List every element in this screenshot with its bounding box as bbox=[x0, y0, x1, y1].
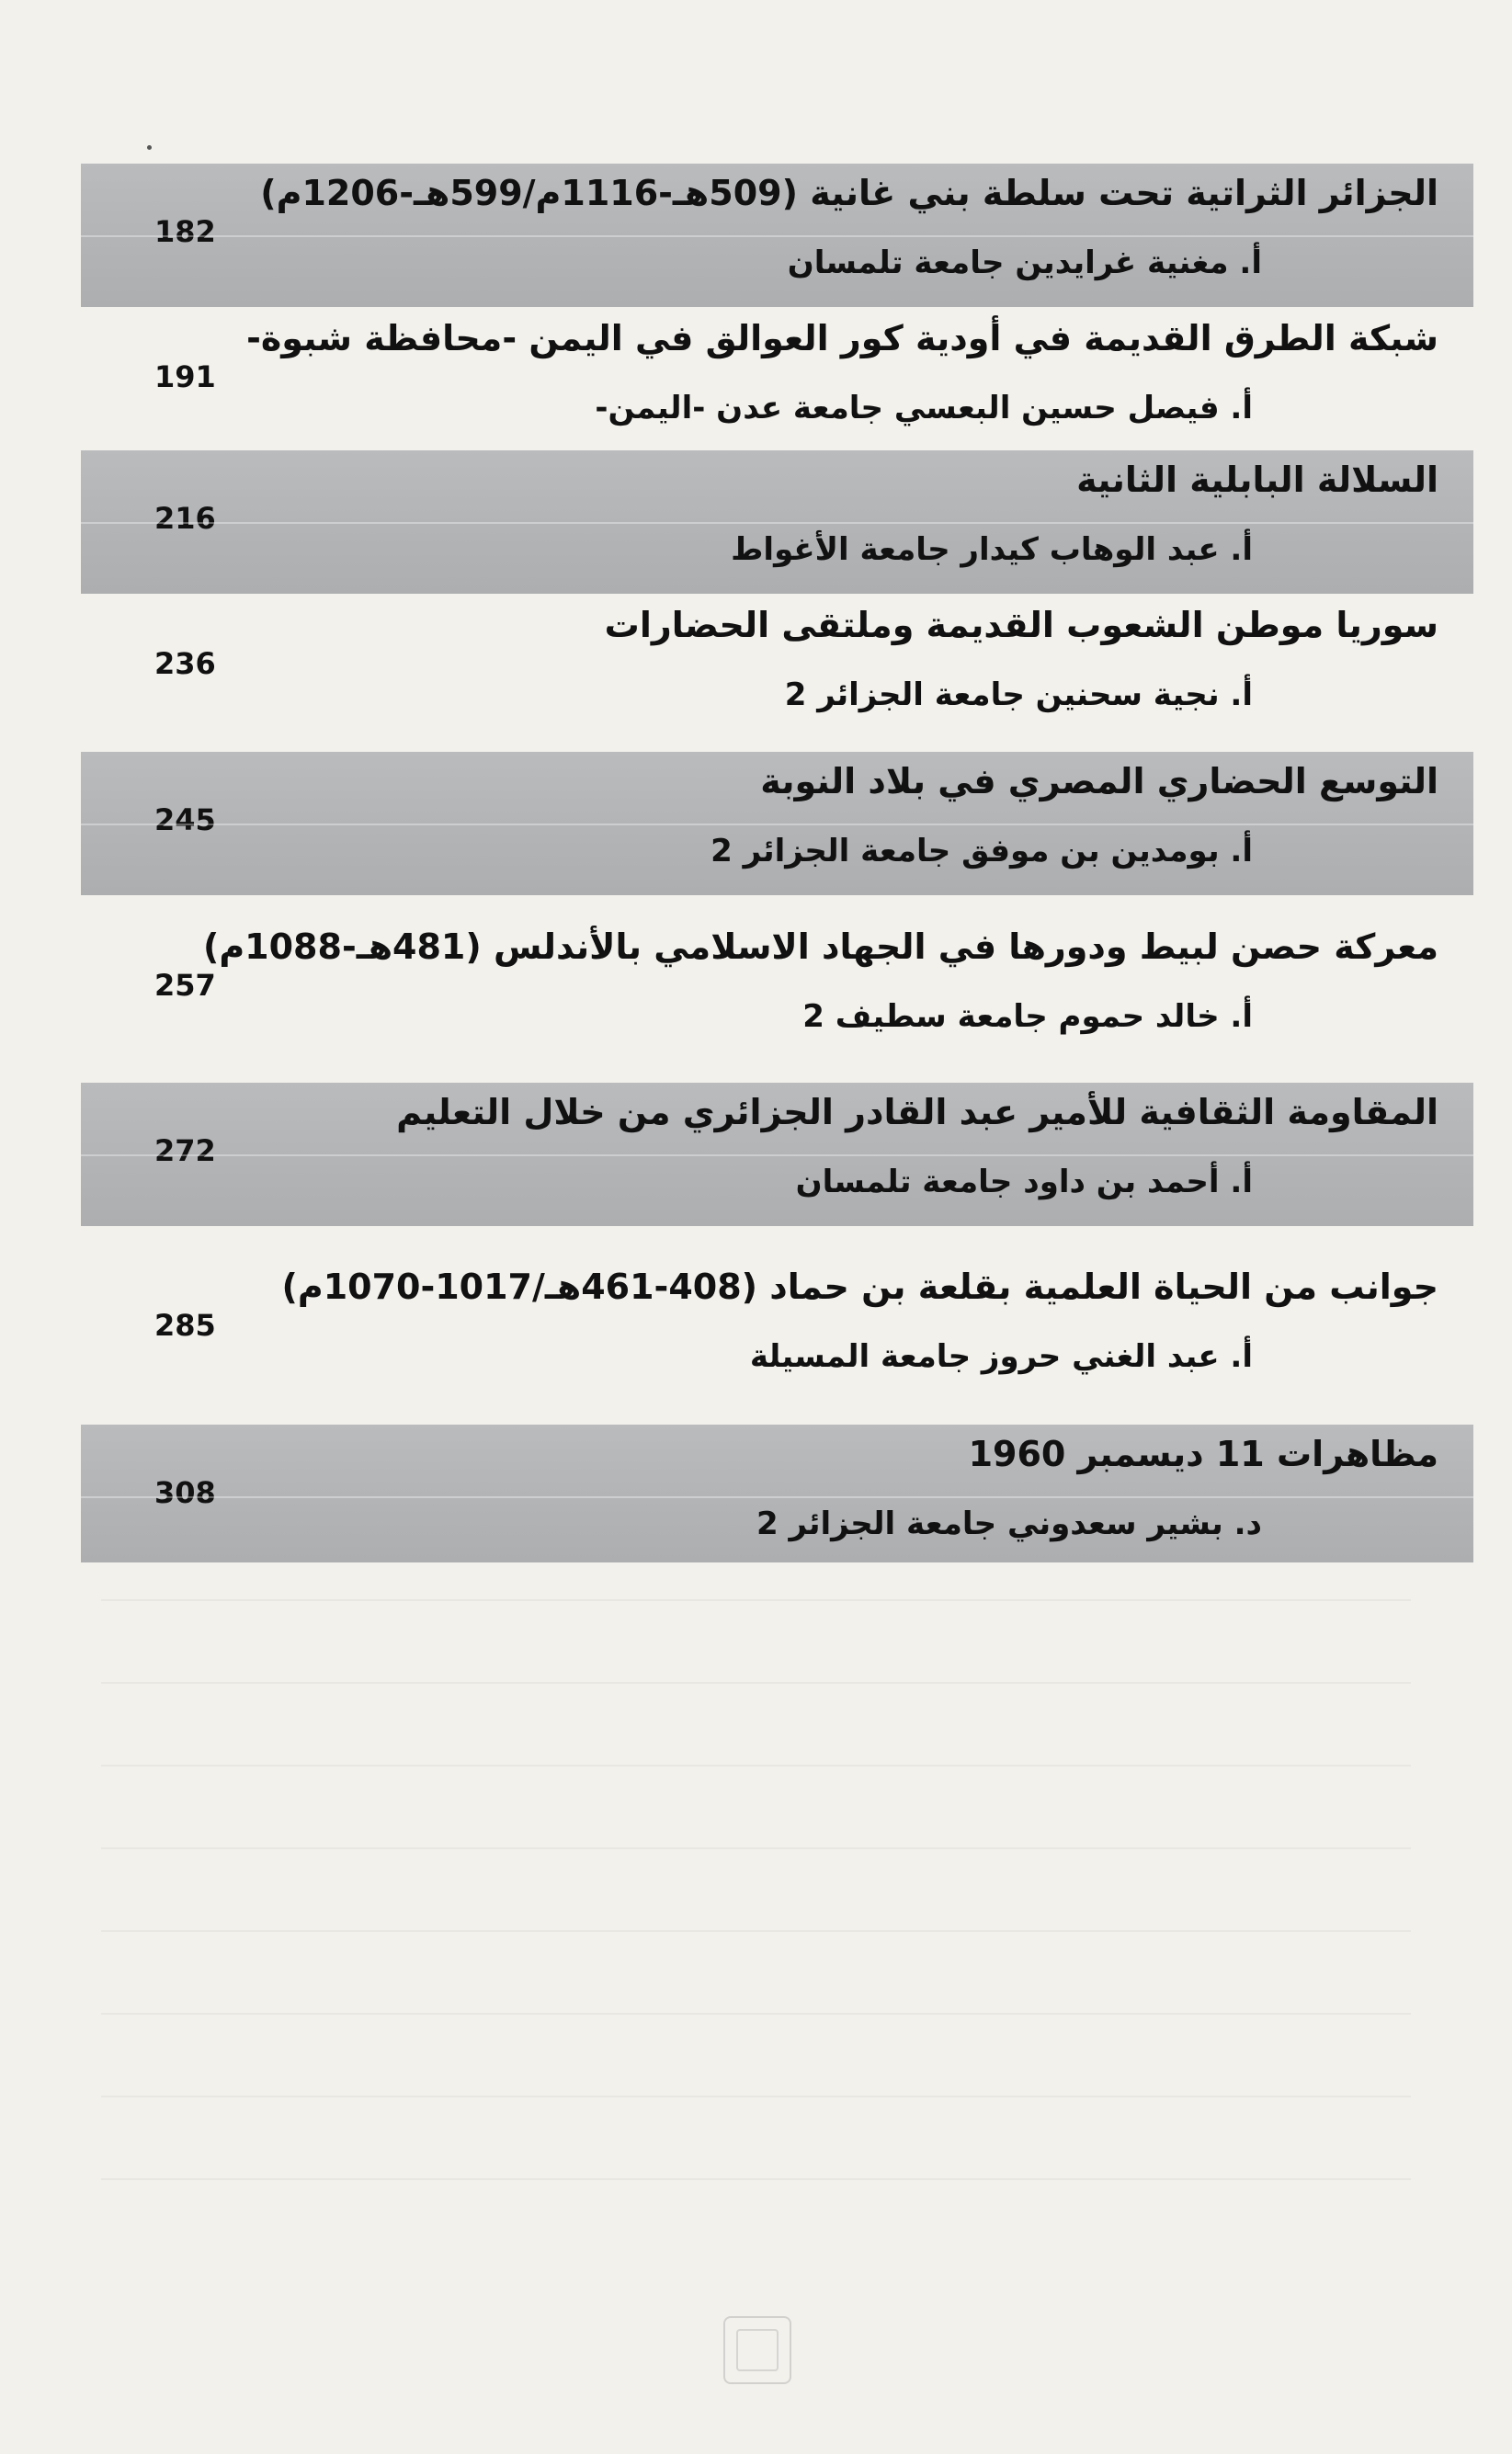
page-ornament-icon bbox=[723, 2316, 791, 2384]
entry-page-number: 257 bbox=[154, 968, 216, 1003]
entry-page-number: 245 bbox=[154, 802, 216, 837]
toc-entry[interactable] bbox=[81, 309, 1473, 452]
entry-author: أ. نجية سحنين جامعة الجزائر 2 bbox=[784, 676, 1253, 713]
bleed-line bbox=[101, 1599, 1411, 1601]
entry-page-number: 191 bbox=[154, 359, 216, 394]
entry-page-number: 216 bbox=[154, 501, 216, 536]
entry-page-number: 182 bbox=[154, 214, 216, 249]
bleed-line bbox=[101, 1765, 1411, 1767]
entry-title: جوانب من الحياة العلمية بقلعة بن حماد (408-461هـ/1017-1070م) bbox=[281, 1267, 1438, 1307]
entry-author: أ. بومدين بن موفق جامعة الجزائر 2 bbox=[711, 833, 1253, 869]
entry-title: المقاومة الثقافية للأمير عبد القادر الجزائري من خلال التعليم bbox=[396, 1092, 1438, 1132]
entry-title: شبكة الطرق القديمة في أودية كور العوالق في اليمن -محافظة شبوة- bbox=[246, 318, 1438, 358]
entry-title: الجزائر الثراتية تحت سلطة بني غانية (509هـ-1116م/599هـ-1206م) bbox=[260, 173, 1438, 213]
entry-title: التوسع الحضاري المصري في بلاد النوبة bbox=[760, 761, 1438, 801]
toc-entry[interactable] bbox=[81, 450, 1473, 594]
entry-author: أ. خالد حموم جامعة سطيف 2 bbox=[802, 998, 1253, 1035]
toc-entry[interactable] bbox=[81, 1257, 1473, 1401]
entry-author: أ. أحمد بن داود جامعة تلمسان bbox=[795, 1164, 1253, 1200]
toc-entry[interactable] bbox=[81, 164, 1473, 307]
bleed-line bbox=[101, 2178, 1411, 2180]
entry-author: أ. مغنية غرايدين جامعة تلمسان bbox=[787, 244, 1262, 281]
entry-author: أ. فيصل حسين البعسي جامعة عدن -اليمن- bbox=[595, 390, 1253, 426]
bleed-line bbox=[101, 2096, 1411, 2097]
toc-entry[interactable] bbox=[81, 1083, 1473, 1226]
toc-entry[interactable] bbox=[81, 917, 1473, 1061]
toc-entry[interactable] bbox=[81, 752, 1473, 895]
entry-author: أ. عبد الغني حروز جامعة المسيلة bbox=[749, 1338, 1253, 1375]
entry-title: مظاهرات 11 ديسمبر 1960 bbox=[968, 1434, 1438, 1474]
entry-page-number: 236 bbox=[154, 646, 216, 681]
entry-page-number: 285 bbox=[154, 1308, 216, 1343]
entry-page-number: 272 bbox=[154, 1133, 216, 1168]
entry-title: معركة حصن لبيط ودورها في الجهاد الاسلامي بالأندلس (481هـ-1088م) bbox=[202, 926, 1438, 967]
entry-author: أ. عبد الوهاب كيدار جامعة الأغواط bbox=[731, 531, 1253, 568]
bleed-line bbox=[101, 1682, 1411, 1684]
bleed-line bbox=[101, 1847, 1411, 1849]
entry-page-number: 308 bbox=[154, 1475, 216, 1510]
toc-entry[interactable] bbox=[81, 1425, 1473, 1562]
toc-entry[interactable] bbox=[81, 596, 1473, 739]
entry-title: سوريا موطن الشعوب القديمة وملتقى الحضارات bbox=[604, 605, 1438, 645]
entry-title: السلالة البابلية الثانية bbox=[1076, 460, 1438, 500]
bleed-line bbox=[101, 2013, 1411, 2015]
margin-dot bbox=[147, 145, 152, 150]
entry-author: د. بشير سعدوني جامعة الجزائر 2 bbox=[756, 1505, 1262, 1542]
bleed-line bbox=[101, 1930, 1411, 1932]
